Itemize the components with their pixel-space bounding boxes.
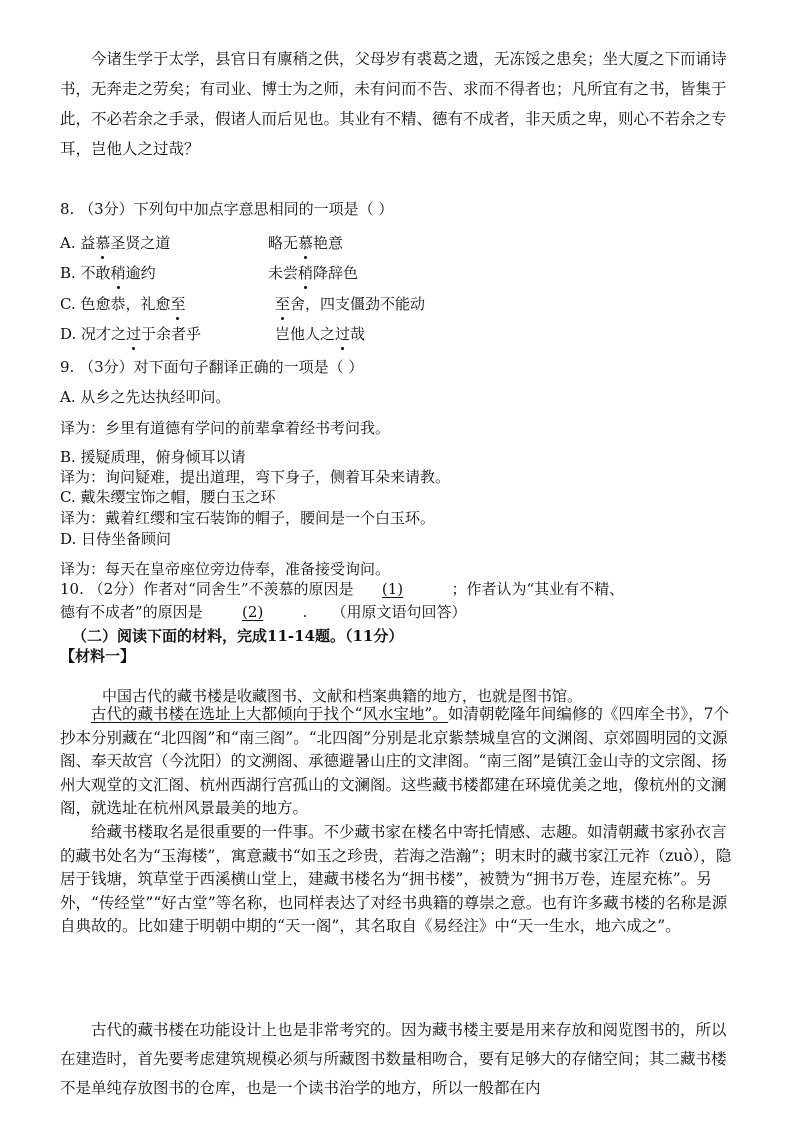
q10-line-2: 德有不成者”的原因是 (2) . （用原文语句回答） [60, 603, 467, 621]
material1-paragraph-2: 古代的藏书楼在选址上大都倾向于找个“风水宝地”。如清朝乾隆年间编修的《四库全书》，7个抄本分别藏在“北四阁”和“南三阁”。“北四阁”分别是北京紫禁城皇宫的文渊阁、京郊圆明园的文源阁、奉天故宫（今沈阳）的文溯阁、承德避暑山庄的文津阁。“南三阁”是镇江金山寺的文宗阁、扬州大观堂的文汇阁、杭州西湖行宫孤山的文澜阁。这些藏书楼都建在环境优美之地，像杭州的文澜阁，就选址在杭州风景最美的地方。 [60, 705, 729, 817]
q9-translation-b: 译为：询问疑难，提出道理，弯下身子，侧着耳朵来请教。 [60, 468, 451, 486]
material1-paragraph-1: 中国古代的藏书楼是收藏图书、文献和档案典籍的地方，也就是图书馆。 [102, 687, 583, 705]
q9-option-c: C. 戴朱缨宝饰之帽，腰白玉之环 [60, 488, 276, 506]
q9-stem: 9. （3分）对下面句子翻译正确的一项是（ ） [60, 358, 364, 376]
q9-option-b: B. 援疑质理，俯身倾耳以请 [60, 448, 246, 466]
q9-option-d: D. 日侍坐备顾问 [60, 530, 172, 548]
q8-option-b-left: B. 不敢稍逾约 [60, 264, 156, 282]
material-one-label: 【材料一】 [60, 647, 136, 665]
q10-blank-1[interactable]: (1) [381, 580, 404, 598]
classical-passage: 今诸生学于太学，县官日有廪稍之供，父母岁有裘葛之遗，无冻馁之患矣；坐大厦之下而诵诗书，无奔走之劳矣；有司业、博士为之师，未有问而不告、求而不得者也；凡所宜有之书，皆集于此，不必若余之手录，假诸人而后见也。其业有不精、德有不成者，非天质之卑，则心不若余之专耳，岂他人之过哉？ [60, 50, 727, 158]
q9-translation-d: 译为：每天在皇帝座位旁边侍奉，准备接受询问。 [60, 560, 391, 578]
q10-line-1: 10. （2分）作者对“同舍生”不羡慕的原因是 (1) ；作者认为“其业有不精、 [60, 580, 625, 598]
q10-blank-2[interactable]: (2) [242, 603, 264, 621]
material1-paragraph-4: 古代的藏书楼在功能设计上也是非常考究的。因为藏书楼主要是用来存放和阅览图书的，所以在建造时，首先要考虑建筑规模必须与所藏图书数量相吻合，要有足够大的存储空间；其二藏书楼不是单纯存放图书的仓库，也是一个读书治学的地方，所以一般都在内 [60, 1021, 727, 1097]
q8-option-d-left: D. 况才之过于余者乎 [60, 325, 202, 343]
q8-stem: 8. （3分）下列句中加点字意思相同的一项是（ ） [60, 200, 394, 218]
q8-option-c-right: 至舍，四支僵劲不能动 [275, 295, 426, 313]
section-2-heading: （二）阅读下面的材料，完成11-14题。（11分） [72, 627, 404, 645]
q8-option-a-right: 略无慕艳意 [268, 234, 344, 252]
q8-option-a-left: A. 益慕圣贤之道 [60, 234, 171, 252]
underlined-sentence: 古代的藏书楼在选址上大都倾向于找个“风水宝地”。 [91, 705, 448, 723]
q8-option-d-right: 岂他人之过哉 [275, 325, 366, 343]
q8-option-c-left: C. 色愈恭，礼愈至 [60, 295, 186, 313]
q9-translation-a: 译为：乡里有道德有学问的前辈拿着经书考问我。 [60, 419, 391, 437]
q9-option-a: A. 从乡之先达执经叩问。 [60, 388, 231, 406]
q9-translation-c: 译为：戴着红缨和宝石装饰的帽子，腰间是一个白玉环。 [60, 509, 436, 527]
material1-paragraph-3: 给藏书楼取名是很重要的一件事。不少藏书家在楼名中寄托情感、志趣。如清朝藏书家孙衣言的藏书处名为“玉海楼”，寓意藏书“如玉之珍贵，若海之浩瀚”；明末时的藏书家江元祚（zuò），隐居于钱塘，筑草堂于西溪横山堂上，建藏书楼名为“拥书楼”，被赞为“拥书万卷，连屋充栋”。另外，“传经堂”“好古堂”等名称，也同样表达了对经书典籍的尊崇之意。也有许多藏书楼的名称是源自典故的。比如建于明朝中期的“天一阁”，其名取自《易经注》中“天一生水，地六成之”。 [60, 823, 732, 935]
q8-option-b-right: 未尝稍降辞色 [268, 264, 359, 282]
